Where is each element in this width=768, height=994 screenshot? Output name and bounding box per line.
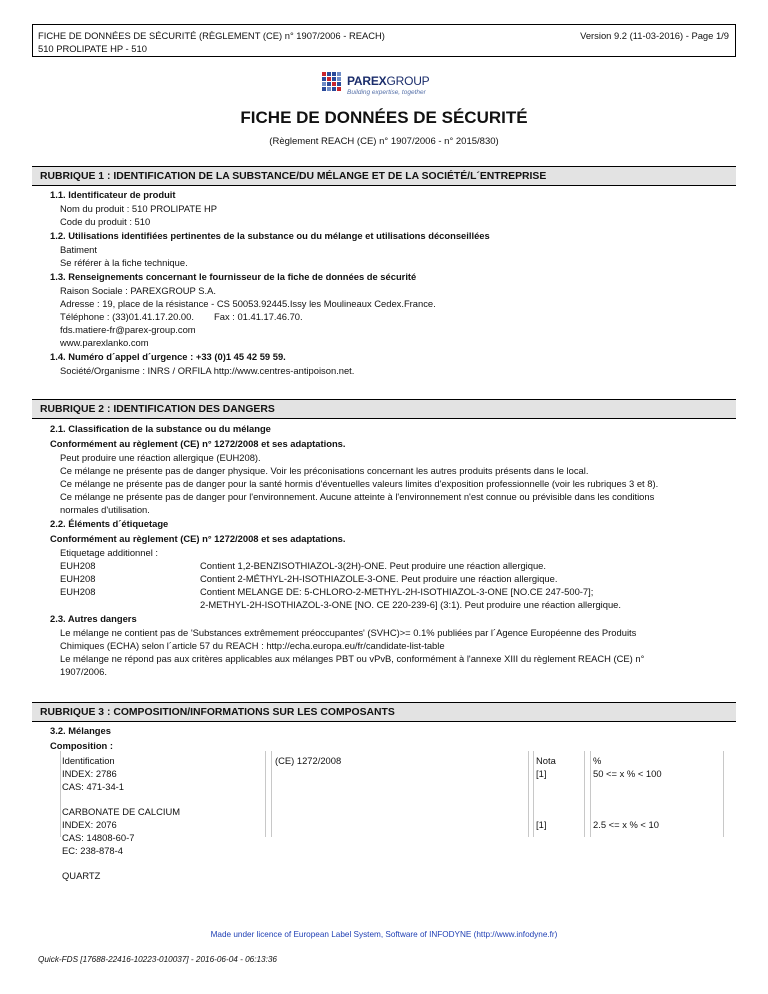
other-hazards-text: Chimiques (ECHA) selon l´article 57 du REACH : http://echa.europa.eu/fr/candidate-list-table [60, 640, 445, 651]
logo-tagline: Building expertise, together [347, 89, 426, 96]
row-percent: 2.5 <= x % < 10 [593, 819, 659, 830]
logo-word-parex: PAREX [347, 74, 387, 88]
row-nota: [1] [536, 819, 547, 830]
euh-text: Contient MELANGE DE: 5-CHLORO-2-METHYL-2H-ISOTHIAZOL-3-ONE [NO.CE 247-500-7]; [200, 586, 594, 597]
emergency-organisation: Société/Organisme : INRS / ORFILA http://www.centres-antipoison.net. [60, 365, 355, 376]
subsection-1-1: 1.1. Identificateur de produit [50, 189, 176, 200]
section-3-heading: RUBRIQUE 3 : COMPOSITION/INFORMATIONS SUR LES COMPOSANTS [32, 702, 736, 722]
euh-code: EUH208 [60, 586, 96, 597]
licence-link[interactable]: Made under licence of European Label System, Software of INFODYNE (http://www.infodyne.fr) [210, 930, 558, 939]
substance-name: QUARTZ [62, 870, 101, 881]
row-nota: [1] [536, 768, 547, 779]
logo-word-group: GROUP [386, 74, 430, 88]
subsection-2-2: 2.2. Éléments d´étiquetage [50, 518, 169, 529]
euh-code: EUH208 [60, 560, 96, 571]
euh-code: EUH208 [60, 573, 96, 584]
row-index: INDEX: 2076 [62, 819, 117, 830]
column-header-nota: Nota [536, 755, 556, 766]
header-title: FICHE DE DONNÉES DE SÉCURITÉ (RÈGLEMENT (CE) n° 1907/2006 - REACH) [38, 30, 385, 41]
regulation-line: Conformément au règlement (CE) n° 1272/2008 et ses adaptations. [50, 533, 346, 544]
parexgroup-logo [322, 70, 447, 98]
hazard-text: normales d'utilisation. [60, 504, 150, 515]
column-header-regulation: (CE) 1272/2008 [275, 755, 342, 766]
subsection-1-2: 1.2. Utilisations identifiées pertinentes de la substance ou du mélange et utilisations déconseillées [50, 230, 490, 241]
company-email: fds.matiere-fr@parex-group.com [60, 324, 196, 335]
euh-text: Contient 1,2-BENZISOTHIAZOL-3(2H)-ONE. Peut produire une réaction allergique. [200, 560, 546, 571]
row-index: INDEX: 2786 [62, 768, 117, 779]
row-cas: CAS: 14808-60-7 [62, 832, 135, 843]
logo-mark-icon [322, 70, 344, 96]
column-header-identification: Identification [62, 755, 115, 766]
use-line: Batiment [60, 244, 97, 255]
subsection-1-4: 1.4. Numéro d´appel d´urgence : +33 (0)1 45 42 59 59. [50, 351, 286, 362]
euh-text: Contient 2-MÉTHYL-2H-ISOTHIAZOLE-3-ONE. Peut produire une réaction allergique. [200, 573, 558, 584]
company-address: Adresse : 19, place de la résistance - CS 50053.92445.Issy les Moulineaux Cedex.France. [60, 298, 436, 309]
company-name: Raison Sociale : PAREXGROUP S.A. [60, 285, 216, 296]
row-ec: EC: 238-878-4 [62, 845, 123, 856]
column-header-percent: % [593, 755, 602, 766]
company-phone: Téléphone : (33)01.41.17.20.00. [60, 311, 194, 322]
other-hazards-text: Le mélange ne répond pas aux critères applicables aux mélanges PBT ou vPvB, conformément à l'annexe XIII du règlement REACH (CE) n° [60, 653, 645, 664]
subsection-2-1: 2.1. Classification de la substance ou du mélange [50, 423, 271, 434]
section-1-heading: RUBRIQUE 1 : IDENTIFICATION DE LA SUBSTANCE/DU MÉLANGE ET DE LA SOCIÉTÉ/L´ENTREPRISE [32, 166, 736, 186]
page-subtitle: (Règlement REACH (CE) n° 1907/2006 - n° 2015/830) [269, 136, 499, 147]
other-hazards-text: Le mélange ne contient pas de 'Substances extrêmement préoccupantes' (SVHC)>= 0.1% publiées par l´Agence Européenne des Produits [60, 627, 637, 638]
subsection-1-3: 1.3. Renseignements concernant le fournisseur de la fiche de données de sécurité [50, 271, 417, 282]
section-2-heading: RUBRIQUE 2 : IDENTIFICATION DES DANGERS [32, 399, 736, 419]
header-version: Version 9.2 (11-03-2016) - Page 1/9 [580, 30, 729, 41]
hazard-text: Ce mélange ne présente pas de danger physique. Voir les préconisations concernant les autres produits présents dans le local. [60, 465, 589, 476]
row-cas: CAS: 471-34-1 [62, 781, 125, 792]
product-name: Nom du produit : 510 PROLIPATE HP [60, 203, 218, 214]
hazard-text: Ce mélange ne présente pas de danger pour la santé hormis d'éventuelles valeurs limites d'exposition professionnelle (voir les rubriques 3 et 8). [60, 478, 659, 489]
euh-text: 2-METHYL-2H-ISOTHIAZOL-3-ONE [NO. CE 220-239-6] (3:1). Peut produire une réaction allergique. [200, 599, 622, 610]
regulation-line: Conformément au règlement (CE) n° 1272/2008 et ses adaptations. [50, 438, 346, 449]
hazard-text: Peut produire une réaction allergique (EUH208). [60, 452, 261, 463]
subsection-3-2: 3.2. Mélanges [50, 725, 111, 736]
labelling-heading: Etiquetage additionnel : [60, 547, 158, 558]
company-fax: Fax : 01.41.17.46.70. [214, 311, 303, 322]
other-hazards-text: 1907/2006. [60, 666, 107, 677]
use-line: Se référer à la fiche technique. [60, 257, 188, 268]
hazard-text: Ce mélange ne présente pas de danger pour l'environnement. Aucune atteinte à l'environnement n'est connue ou prévisible dans les conditions [60, 491, 655, 502]
composition-label: Composition : [50, 740, 114, 751]
product-code: Code du produit : 510 [60, 216, 151, 227]
subsection-2-3: 2.3. Autres dangers [50, 613, 137, 624]
substance-name: CARBONATE DE CALCIUM [62, 806, 181, 817]
quick-fds-reference: Quick-FDS [17688-22416-10223-010037] - 2016-06-04 - 06:13:36 [38, 955, 277, 964]
row-percent: 50 <= x % < 100 [593, 768, 662, 779]
header-product: 510 PROLIPATE HP - 510 [38, 43, 147, 54]
company-website: www.parexlanko.com [60, 337, 149, 348]
page-title: FICHE DE DONNÉES DE SÉCURITÉ [240, 108, 528, 127]
